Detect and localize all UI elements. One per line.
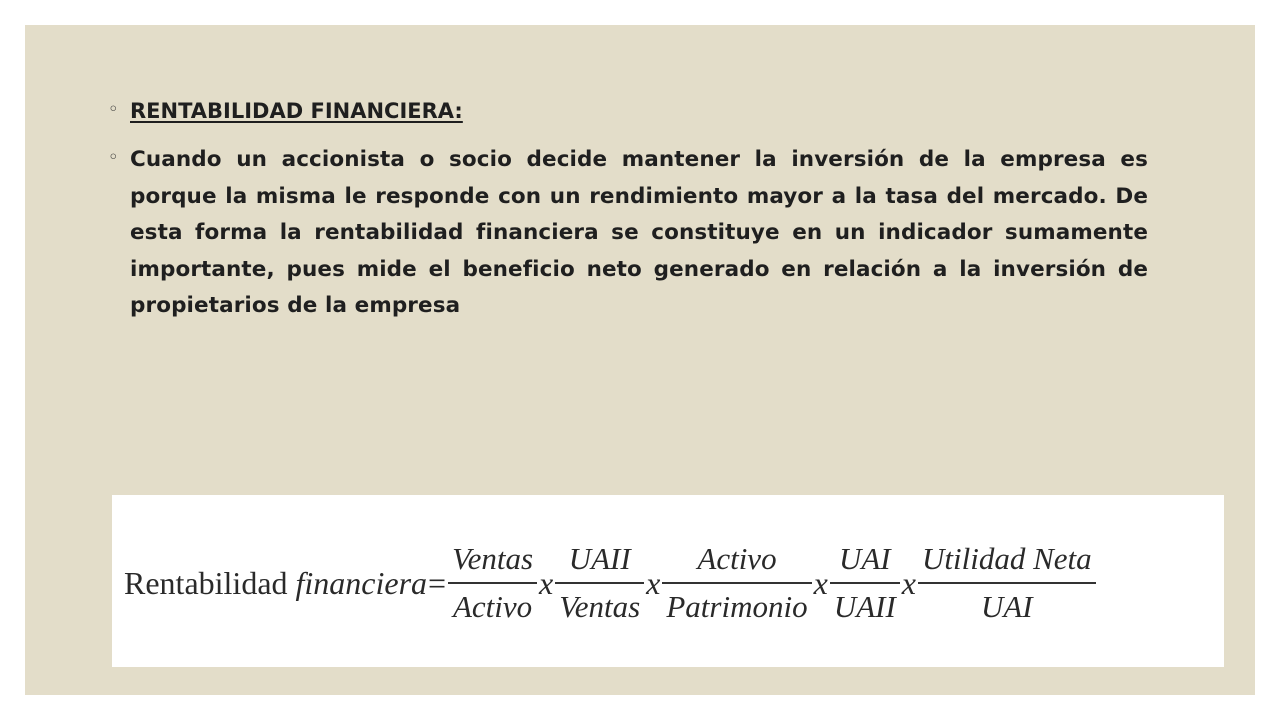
formula-equals: =	[428, 564, 447, 601]
fraction-numerator: UAI	[838, 541, 891, 576]
fraction-numerator: Ventas	[452, 541, 534, 576]
times-operator: x	[901, 565, 916, 601]
fraction-bar	[830, 582, 900, 584]
fraction-bar	[918, 582, 1096, 584]
formula-lhs	[124, 567, 427, 599]
body-paragraph: Cuando un accionista o socio decide mantener la inversión de la empresa es porque la misma le responde con un rendimiento mayor a la tasa del mercado. De esta forma la rentabilidad financiera se constituye en un indicador sumamente importante, pues mide el beneficio neto generado en relación a la inversión de propietarios de la empresa	[130, 147, 1148, 318]
formula-lhs-word1: Rentabilidad	[124, 565, 288, 601]
bullet-heading-item	[108, 96, 1148, 126]
bullet-marker: ◦	[108, 147, 119, 168]
formula	[124, 535, 1096, 631]
fraction-3	[662, 539, 811, 627]
fraction-denominator: Ventas	[559, 589, 641, 624]
fraction-denominator: UAI	[980, 589, 1033, 624]
fraction-5	[918, 539, 1096, 627]
fraction-denominator: Activo	[452, 589, 533, 624]
fraction-bar	[448, 582, 537, 584]
formula-lhs-word2: financiera	[295, 565, 428, 601]
times-operator: x	[539, 565, 554, 601]
fraction-numerator: UAII	[568, 541, 631, 576]
formula-image	[112, 495, 1224, 667]
fraction-2	[555, 539, 644, 627]
fraction-1	[448, 539, 537, 627]
fraction-bar	[555, 582, 644, 584]
times-operator: x	[813, 565, 828, 601]
fraction-denominator: UAII	[833, 589, 896, 624]
fraction-bar	[662, 582, 811, 584]
bullet-body-item	[108, 142, 1148, 325]
bullet-marker: ◦	[108, 99, 119, 120]
bullet-list	[108, 96, 1148, 325]
fraction-4	[830, 539, 900, 627]
fraction-denominator: Patrimonio	[666, 589, 808, 624]
fraction-numerator: Activo	[697, 541, 777, 576]
fraction-numerator: Utilidad Neta	[922, 541, 1092, 576]
section-heading: RENTABILIDAD FINANCIERA:	[130, 99, 463, 123]
times-operator: x	[646, 565, 661, 601]
